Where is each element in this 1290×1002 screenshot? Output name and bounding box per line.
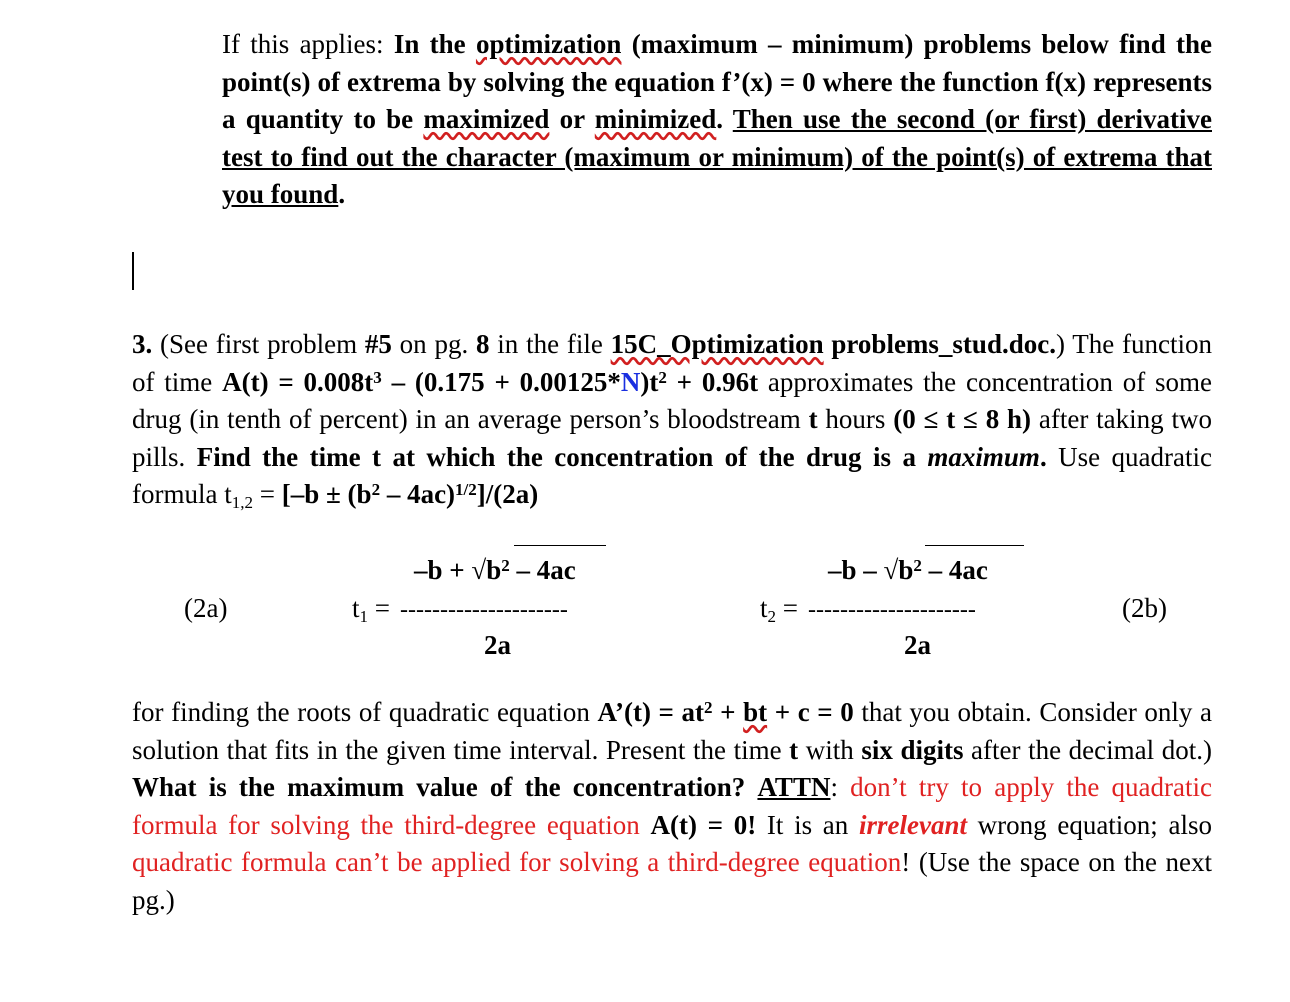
fraction-bar-2: --------------------- [808, 597, 976, 623]
after-paragraph: for finding the roots of quadratic equation A’(t) = $at^2$ + bt + c = 0 that you obtain. Consider only a solution that fits in the given time interval. Present the time t with six digits after the decimal dot.) What is the maximum value of the concentration? ATTN: don’t try to apply the quadratic formula for solving the third-degree equation A(t) = 0! It is an irrelevant wrong equation; also quadratic formula can’t be applied for solving a third-degree equation! (Use the space on the next pg.) [132, 697, 1213, 915]
function-definition: $A(t) = 0.008t^3 - (0.175 + 0.00125*N)t^2 + 0.96t$ [222, 366, 759, 397]
warning-text-2: quadratic formula can’t be applied for solving a third-degree equation [132, 847, 902, 877]
intro-bold: In the optimization (maximum – minimum) problems below find the point(s) of extrema by solving the equation f’(x) = 0 where the function f(x) represents a quantity to be maximized or minimized. Then use the second (or first) derivative test to find out the character (maximum or minimum) of the point(s) of extrema that you found. [222, 29, 1212, 209]
denominator-1: 2a [484, 630, 511, 660]
intro-paragraph [222, 26, 1212, 214]
warning-text-1: don’t try to apply the quadratic formula for solving the third-degree equation [132, 772, 1212, 840]
problem-3-paragraph: 3. (See first problem #5 on pg. 8 in the file 15C_Optimization problems_stud.doc.) The function of time $A(t) = 0.008t^3 - (0.175 + 0.00125*N)t^2 + 0.96t$ approximates the concentration of some drug (in tenth of percent) in an average person’s bloodstream t hours (0 ≤ t ≤ 8 h) after taking two pills. Find the time t at which the concentration of the drug is a maximum. Use quadratic formula $t_{1,2} = [-b \pm (b^2 - 4ac)^{1/2}]/(2a)$ [132, 329, 1213, 512]
radical-bar-1 [514, 545, 606, 546]
time-interval: (0 ≤ t ≤ 8 h) [893, 404, 1032, 434]
numerator-2: $-b - √b^2 - 4ac$ [828, 555, 988, 585]
spell-flag-optimization: optimization [475, 29, 622, 59]
spell-flag-minimized: minimized [594, 104, 717, 134]
t1-label: $t_1$ = [352, 593, 390, 626]
file-name: 15C_Optimization problems_stud.doc. [610, 329, 1056, 359]
fraction-bar-1: --------------------- [400, 597, 568, 623]
irrelevant-word: irrelevant [858, 809, 967, 840]
attn-label: ATTN [757, 772, 831, 802]
text-cursor[interactable] [132, 252, 134, 290]
quadratic-formula: $[-b \pm (b^2 - 4ac)^{1/2}]/(2a)$ [281, 479, 539, 509]
radical-bar-2 [925, 545, 1024, 546]
find-instruction: Find the time t at which the concentration of the drug is a maximum. [196, 441, 1047, 472]
equation-label-2b: (2b) [1122, 593, 1167, 623]
problem-number: 3. [132, 329, 153, 359]
intro-underlined-instruction: Then use the second (or first) derivative test to find out the character (maximum or minimum) of the point(s) of extrema that you found [222, 104, 1212, 209]
question-max-concentration: What is the maximum value of the concentration? [132, 772, 746, 802]
spell-flag-bt: bt [743, 697, 768, 727]
spell-flag-maximized: maximized [423, 104, 550, 134]
derivative-equation: A’(t) = $at^2$ + bt + c = 0 [597, 697, 854, 727]
variable-n: N [620, 366, 641, 397]
equation-label-2a: (2a) [184, 593, 228, 623]
numerator-1: $-b + √b^2 - 4ac$ [414, 555, 576, 585]
denominator-2: 2a [904, 630, 931, 660]
t2-label: $t_2$ = [760, 593, 798, 626]
intro-lead: If this applies: [222, 29, 394, 59]
